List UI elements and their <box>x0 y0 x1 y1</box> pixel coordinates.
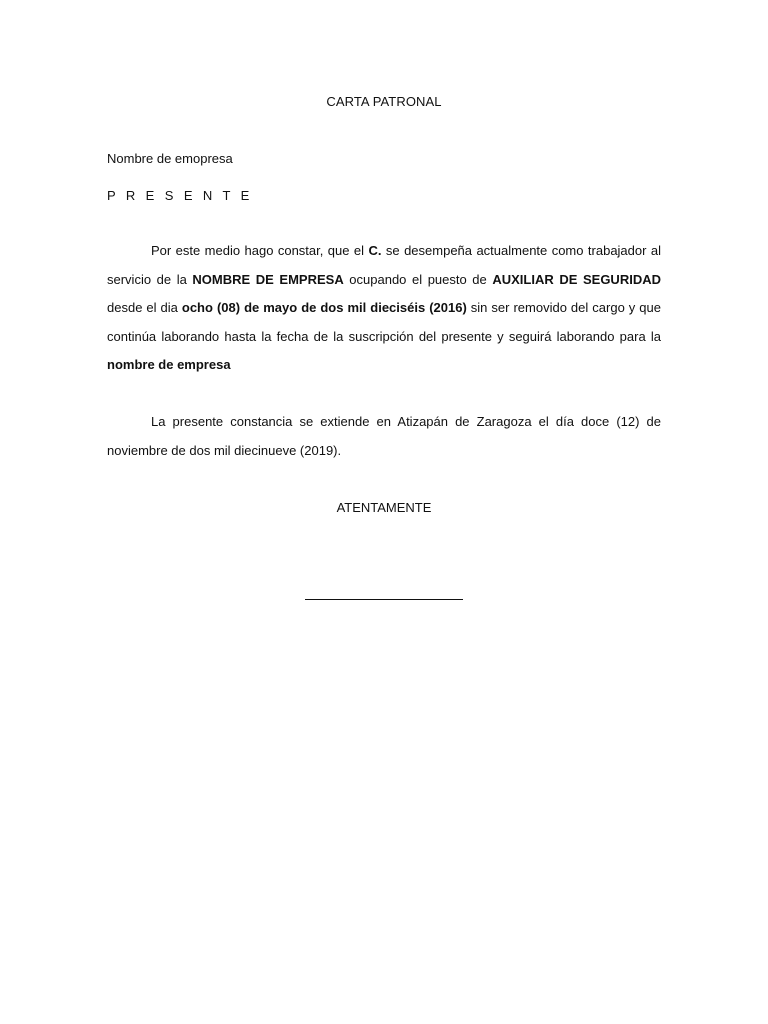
bold-text: C. <box>368 243 382 258</box>
company-name-placeholder: NOMBRE DE EMPRESA <box>192 271 344 287</box>
company-name-lower: nombre de empresa <box>107 357 231 373</box>
paragraph-text: Por este medio hago constar, que el <box>151 243 369 258</box>
body-paragraph-1 <box>107 237 661 380</box>
salutation: P R E S E N T E <box>107 188 253 203</box>
signature-line <box>305 599 463 600</box>
start-date: ocho (08) de mayo de dos mil dieciséis (2016) <box>181 300 467 316</box>
closing-text: ATENTAMENTE <box>336 500 432 515</box>
paragraph-text: desde el dia <box>107 300 182 316</box>
paragraph-text: sin ser removido del cargo y que continúa laborando hasta la fecha de la suscripción del presente y seguirá laborando para la <box>107 300 661 344</box>
document-title: CARTA PATRONAL <box>326 94 442 109</box>
paragraph-text: ocupando el puesto de <box>343 271 493 287</box>
job-title: AUXILIAR DE SEGURIDAD <box>492 271 661 287</box>
paragraph-text: se desempeña actualmente como trabajador al servicio de la <box>107 243 662 287</box>
body-paragraph-2: La presente constancia se extiende en Atizapán de Zaragoza el día doce (12) de noviembre de dos mil diecinueve (2019). <box>107 414 661 458</box>
addressee-line: Nombre de emopresa <box>107 151 233 166</box>
